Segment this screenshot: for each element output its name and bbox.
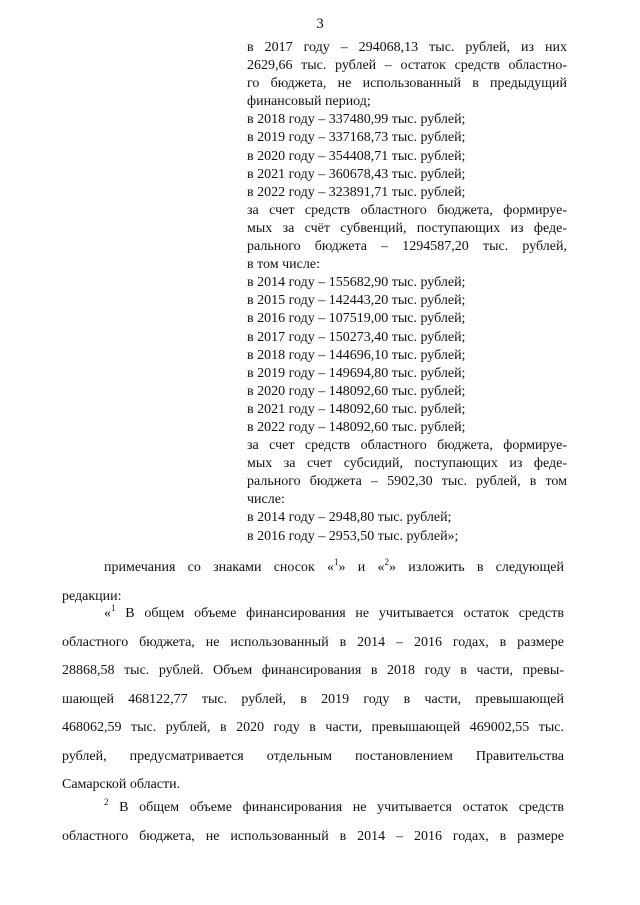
footnote-1 [62, 600, 564, 800]
instruction-line: редакции: [62, 588, 122, 604]
list-line: в том числе: [247, 257, 320, 273]
list-line: рального бюджета – 1294587,20 тыс. рублей, [247, 239, 567, 255]
footnote-line [62, 794, 564, 823]
footnote-mark: 2 [384, 557, 390, 567]
footnote-2 [62, 794, 564, 851]
instruction-text: примечания со знаками сносок « [104, 560, 335, 575]
instruction-text: » изложить в следующей [389, 560, 564, 575]
page-number: 3 [316, 16, 324, 32]
list-line: в 2019 году – 149694,80 тыс. рублей; [247, 365, 466, 381]
footnote-text: В общем объеме финансирования не учитывается остаток средств [115, 606, 564, 621]
list-line: го бюджета, не использованный в предыдущий [247, 76, 567, 92]
list-line: в 2020 году – 148092,60 тыс. рублей; [247, 383, 466, 399]
list-line: за счет средств областного бюджета, формируе- [247, 202, 567, 218]
list-line: в 2020 году – 354408,71 тыс. рублей; [247, 148, 466, 164]
list-line: в 2016 году – 107519,00 тыс. рублей; [247, 311, 466, 327]
footnote-line: областного бюджета, не использованный в 2014 – 2016 годах, в размере [62, 634, 564, 650]
list-line: в 2018 году – 337480,99 тыс. рублей; [247, 112, 466, 128]
list-line: в 2017 году – 294068,13 тыс. рублей, из них [247, 40, 567, 55]
list-line: мых за счет субсидий, поступающих из феде- [247, 456, 567, 472]
footnote-line: рублей, предусматривается отдельным постановлением Правительства [62, 748, 564, 764]
instruction-text: » и « [338, 560, 385, 575]
list-line: в 2021 году – 148092,60 тыс. рублей; [247, 401, 466, 417]
footnote-line: шающей 468122,77 тыс. рублей, в 2019 году в части, превышающей [62, 691, 564, 707]
list-line: в 2022 году – 148092,60 тыс. рублей; [247, 419, 466, 435]
list-line: в 2014 году – 2948,80 тыс. рублей; [247, 510, 452, 526]
funding-list [247, 39, 567, 546]
footnote-line: Самарской области. [62, 777, 181, 792]
instruction-line [62, 554, 564, 583]
list-line: в 2014 году – 155682,90 тыс. рублей; [247, 275, 466, 291]
list-line: финансовый период; [247, 94, 371, 110]
list-line: в 2017 году – 150273,40 тыс. рублей; [247, 329, 466, 345]
list-line: за счет средств областного бюджета, формируе- [247, 438, 567, 454]
list-line: числе: [247, 492, 285, 508]
footnote-line [62, 600, 564, 629]
list-line: 2629,66 тыс. рублей – остаток средств областно- [247, 58, 567, 74]
list-line: мых за счёт субвенций, поступающих из феде- [247, 220, 567, 236]
footnote-line: 28868,58 тыс. рублей. Объем финансирования в 2018 году в части, превы- [62, 663, 564, 678]
list-line: рального бюджета – 5902,30 тыс. рублей, в том [247, 474, 567, 490]
footnote-line: 468062,59 тыс. рублей, в 2020 году в части, превышающей 469002,55 тыс. [62, 720, 564, 735]
footnote-text: В общем объеме финансирования не учитывается остаток средств [108, 800, 564, 815]
list-line: в 2022 году – 323891,71 тыс. рублей; [247, 184, 466, 200]
footnote-mark: 1 [111, 603, 116, 613]
footnote-line: областного бюджета, не использованный в 2014 – 2016 годах, в размере [62, 828, 564, 844]
footnote-mark: 2 [104, 797, 109, 807]
list-line: в 2016 году – 2953,50 тыс. рублей»; [247, 528, 459, 544]
list-line: в 2019 году – 337168,73 тыс. рублей; [247, 130, 466, 146]
quote-mark: « [104, 606, 111, 621]
list-line: в 2018 году – 144696,10 тыс. рублей; [247, 347, 466, 363]
list-line: в 2021 году – 360678,43 тыс. рублей; [247, 166, 466, 182]
footnote-mark: 1 [334, 557, 339, 567]
list-line: в 2015 году – 142443,20 тыс. рублей; [247, 293, 466, 309]
